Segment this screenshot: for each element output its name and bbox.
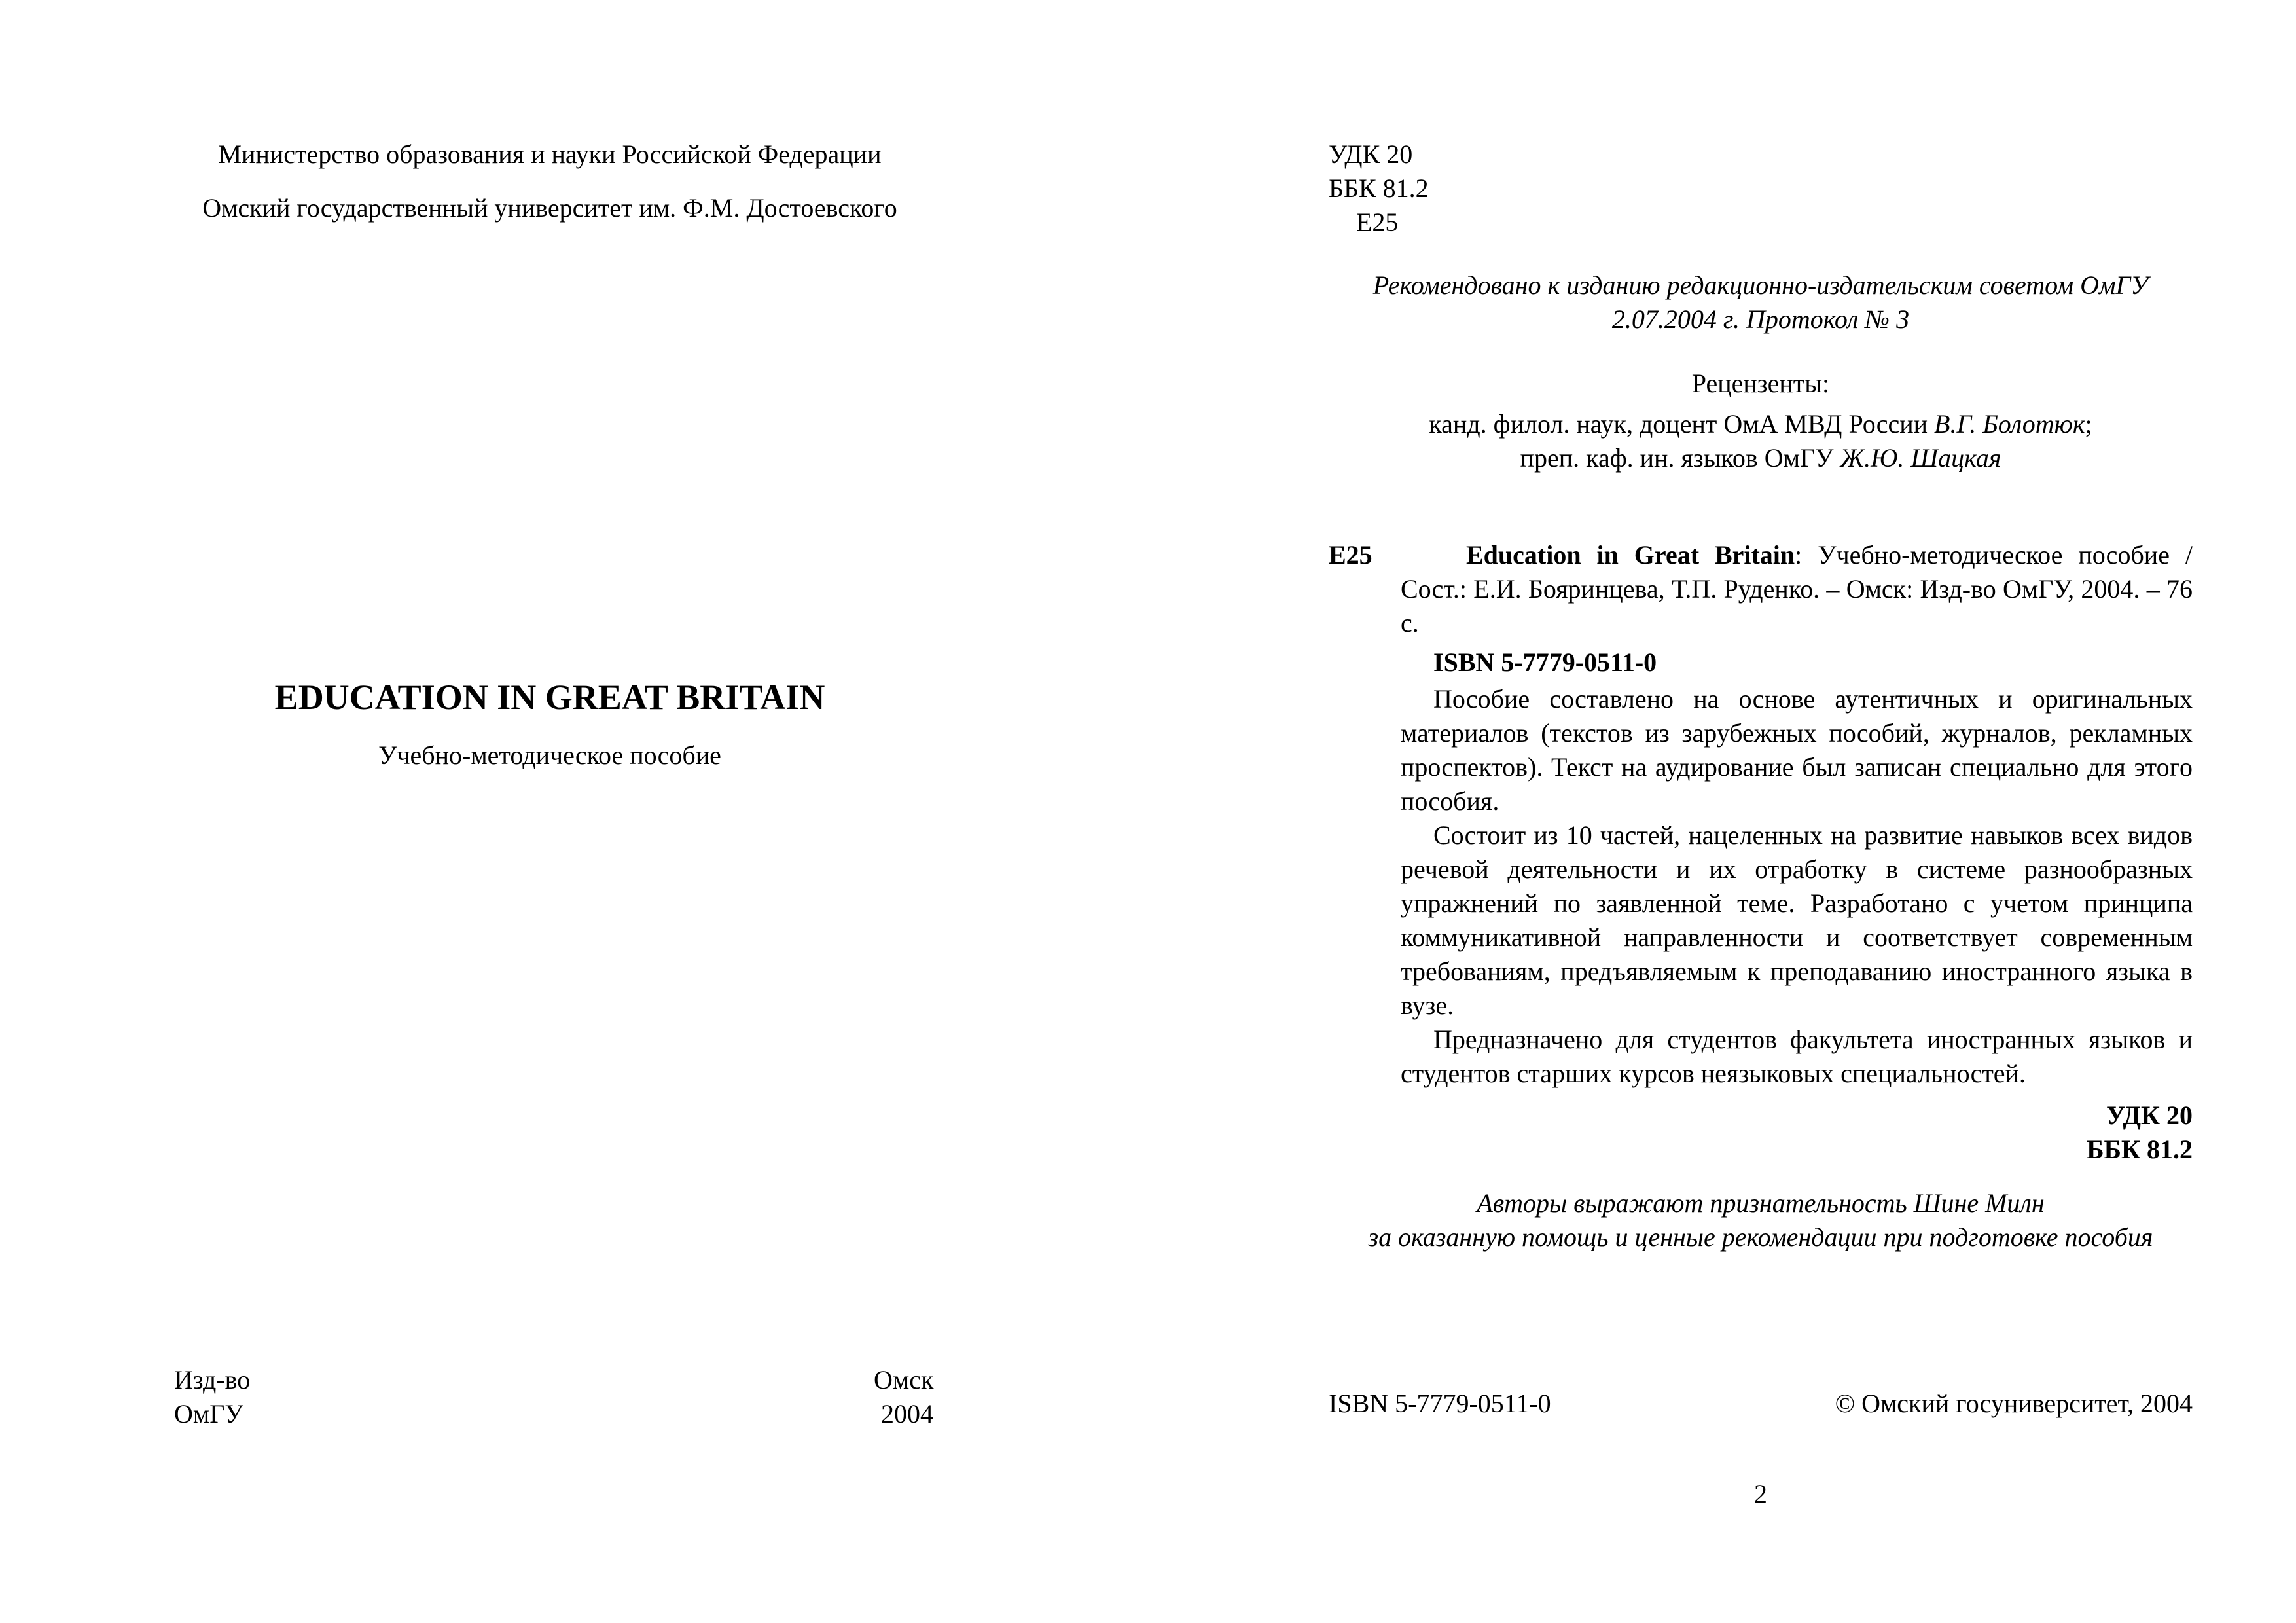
entry-code: Е25 — [1329, 540, 1372, 570]
page-number: 2 — [1754, 1479, 1767, 1508]
entry-reference — [1401, 538, 2193, 640]
reviewer-1 — [1329, 407, 2193, 441]
footer-isbn: ISBN 5-7779-0511-0 — [1329, 1389, 1551, 1418]
publisher-line-1: Изд-во — [174, 1365, 251, 1395]
publisher-line-2: ОмГУ — [174, 1399, 243, 1429]
reviewer-2-title: преп. каф. ин. языков ОмГУ — [1520, 443, 1840, 473]
entry-paragraph-2: Состоит из 10 частей, нацеленных на развитие навыков всех видов речевой деятельности и их отработку в системе разнообразных упражнений по заявленной теме. Разработано с учетом принципа коммуникативной направленности и соответствует современным требованиям, предъявляемым к преподаванию иностранного языка в вузе. — [1401, 820, 2193, 1020]
reviewer-2-name: Ж.Ю. Шацкая — [1840, 443, 2001, 473]
reviewer-1-title: канд. филол. наук, доцент ОмА МВД России — [1429, 409, 1935, 439]
entry-body — [1401, 538, 2193, 1167]
entry-isbn: ISBN 5-7779-0511-0 — [1433, 647, 1657, 677]
university-name: Омский государственный университет им. Ф.М. Достоевского — [202, 193, 897, 223]
reviewers-heading: Рецензенты: — [1691, 369, 1830, 398]
entry-udk: УДК 20 — [2106, 1101, 2193, 1130]
publication-city: Омск — [874, 1365, 934, 1395]
entry-paragraph-3: Предназначено для студентов факультета иностранных языков и студентов старших курсов неязыковых специальностей. — [1401, 1025, 2193, 1088]
book-subtitle: Учебно-методическое пособие — [378, 740, 721, 770]
reviewer-2 — [1329, 441, 2193, 475]
publication-year: 2004 — [881, 1399, 933, 1429]
bbk-code: ББК 81.2 — [1329, 173, 1429, 203]
author-mark: Е25 — [1356, 208, 1399, 237]
reviewer-1-name: В.Г. Болотюк — [1934, 409, 2085, 439]
acknowledgement-line-1: Авторы выражают признательность Шине Милн — [1477, 1188, 2045, 1218]
entry-paragraph-1: Пособие составлено на основе аутентичных и оригинальных материалов (текстов из зарубежных пособий, журналов, рекламных проспектов). Текст на аудирование был записан специально для этого пособия. — [1401, 684, 2193, 816]
udk-code: УДК 20 — [1329, 139, 1413, 169]
ministry-name: Министерство образования и науки Российской Федерации — [218, 139, 882, 169]
entry-reference-rest: : Учебно-методическое пособие / Сост.: Е.И. Бояринцева, Т.П. Руденко. – Омск: Изд-во ОмГУ, 2004. – 76 с. — [1401, 540, 2193, 638]
reviewer-1-end: ; — [2085, 409, 2092, 439]
acknowledgement-line-2: за оказанную помощь и ценные рекомендации при подготовке пособия — [1368, 1222, 2153, 1252]
recommendation-line-2: 2.07.2004 г. Протокол № 3 — [1611, 304, 1910, 334]
recommendation-line-1: Рекомендовано к изданию редакционно-издательским советом ОмГУ — [1372, 270, 2149, 300]
book-title: EDUCATION IN GREAT BRITAIN — [274, 678, 825, 717]
entry-bbk: ББК 81.2 — [2087, 1135, 2193, 1164]
entry-title: Education in Great Britain — [1466, 540, 1795, 570]
footer-copyright: © Омский госуниверситет, 2004 — [1835, 1389, 2193, 1418]
